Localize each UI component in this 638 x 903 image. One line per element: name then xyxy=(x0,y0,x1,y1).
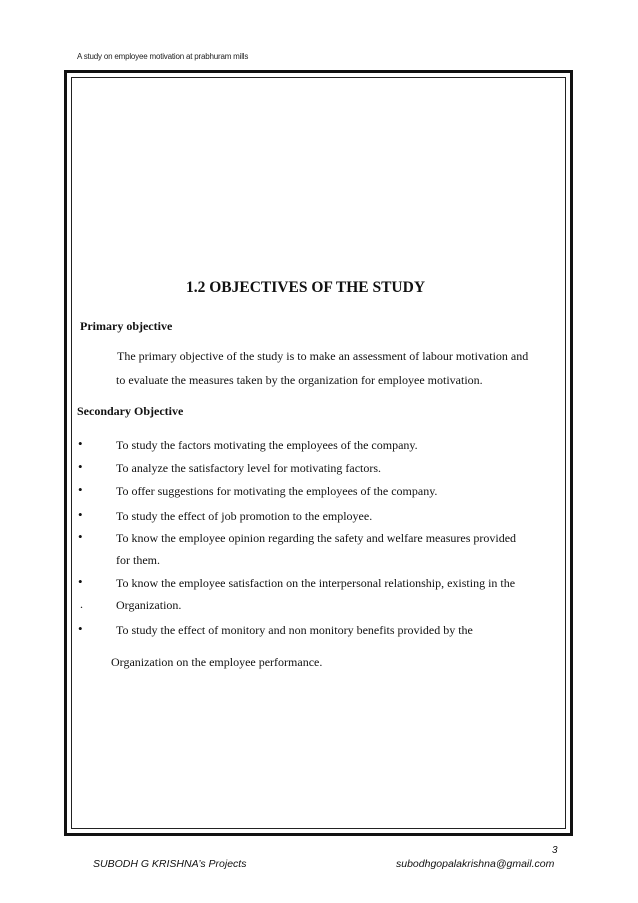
bullet-icon: • xyxy=(78,529,83,544)
list-item: To study the factors motivating the employees of the company. xyxy=(116,438,418,452)
list-item-continuation: Organization on the employee performance. xyxy=(111,655,323,669)
list-item: To know the employee opinion regarding the safety and welfare measures provided xyxy=(116,531,517,545)
list-item: To know the employee satisfaction on the interpersonal relationship, existing in the xyxy=(116,576,516,590)
page-border-inner xyxy=(71,77,566,829)
running-header: A study on employee motivation at prabhuram mills xyxy=(77,52,249,61)
list-item: To study the effect of job promotion to the employee. xyxy=(116,509,373,523)
list-item: To analyze the satisfactory level for motivating factors. xyxy=(116,461,382,475)
secondary-objective-label: Secondary Objective xyxy=(77,404,184,418)
primary-objective-line-2: to evaluate the measures taken by the organization for employee motivation. xyxy=(116,373,483,387)
footer-author: SUBODH G KRISHNA’s Projects xyxy=(93,858,247,870)
footer-email: subodhgopalakrishna@gmail.com xyxy=(396,858,555,870)
primary-objective-label: Primary objective xyxy=(80,319,173,333)
bullet-icon: • xyxy=(78,436,83,451)
list-item-continuation: for them. xyxy=(116,553,160,567)
bullet-icon: • xyxy=(78,507,83,522)
bullet-icon: • xyxy=(78,621,83,636)
bullet-icon: • xyxy=(78,482,83,497)
bullet-icon: • xyxy=(78,459,83,474)
list-item: To offer suggestions for motivating the employees of the company. xyxy=(116,484,438,498)
bullet-icon: • xyxy=(78,574,83,589)
section-heading: 1.2 OBJECTIVES OF THE STUDY xyxy=(186,279,426,296)
primary-objective-line-1: The primary objective of the study is to make an assessment of labour motivation and xyxy=(117,349,529,363)
stray-dot: . xyxy=(80,597,83,611)
list-item-continuation: Organization. xyxy=(116,598,182,612)
list-item: To study the effect of monitory and non monitory benefits provided by the xyxy=(116,623,473,637)
page-number: 3 xyxy=(552,845,558,856)
